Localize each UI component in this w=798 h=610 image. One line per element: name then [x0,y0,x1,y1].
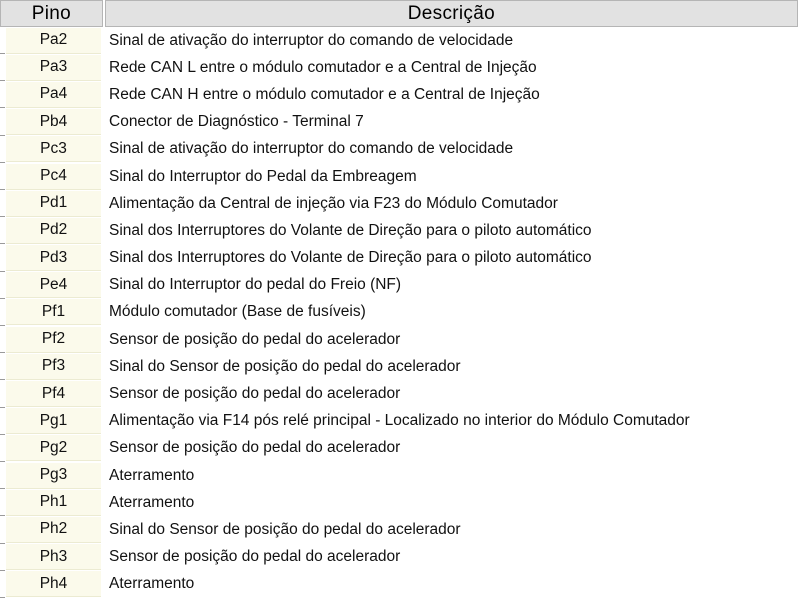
row-divider-tick [0,298,5,299]
table-row[interactable] [0,353,798,380]
table-body [0,27,798,598]
column-header-pino[interactable]: Pino [0,0,103,27]
table-row[interactable] [0,245,798,272]
pin-cell: Pf4 [6,381,101,407]
pin-cell: Pg1 [6,408,101,434]
pin-cell: Ph4 [6,571,101,597]
description-cell: Rede CAN L entre o módulo comutador e a Central de Injeção [109,58,537,76]
pin-cell: Ph3 [6,544,101,570]
pin-cell: Ph1 [6,490,101,516]
pin-cell: Pc3 [6,136,101,162]
row-divider-tick [0,216,5,217]
row-divider-tick [0,107,5,108]
column-header-descricao[interactable]: Descrição [105,0,798,27]
description-cell: Sinal dos Interruptores do Volante de Direção para o piloto automático [109,221,592,239]
row-divider-tick [0,434,5,435]
pin-cell: Pc4 [6,164,101,190]
row-divider-tick [0,162,5,163]
pin-cell: Pd1 [6,191,101,217]
row-divider-tick [0,515,5,516]
row-divider-tick [0,543,5,544]
pin-cell: Ph2 [6,517,101,543]
description-cell: Sinal de ativação do interruptor do comando de velocidade [109,140,514,158]
row-divider-tick [0,53,5,54]
row-divider-tick [0,407,5,408]
table-row[interactable] [0,380,798,407]
pin-cell: Pa4 [6,82,101,108]
description-cell: Alimentação da Central de injeção via F23 do Módulo Comutador [109,194,558,212]
table-row[interactable] [0,109,798,136]
table-row[interactable] [0,408,798,435]
row-divider-tick [0,243,5,244]
row-divider-tick [0,271,5,272]
pin-cell: Pd2 [6,218,101,244]
description-cell: Sinal de ativação do interruptor do comando de velocidade [109,31,514,49]
table-row[interactable] [0,435,798,462]
description-cell: Conector de Diagnóstico - Terminal 7 [109,113,364,131]
row-divider-tick [0,379,5,380]
description-cell: Sensor de posição do pedal do acelerador [109,439,401,457]
row-divider-tick [0,135,5,136]
pin-cell: Pd3 [6,245,101,271]
table-row[interactable] [0,54,798,81]
table-row[interactable] [0,217,798,244]
description-cell: Aterramento [109,575,195,593]
pin-cell: Pf2 [6,327,101,353]
pin-cell: Pe4 [6,272,101,298]
table-row[interactable] [0,272,798,299]
description-cell: Sinal do Sensor de posição do pedal do acelerador [109,357,461,375]
description-cell: Sinal do Interruptor do Pedal da Embreagem [109,167,417,185]
row-divider-tick [0,461,5,462]
table-row[interactable] [0,81,798,108]
table-row[interactable] [0,299,798,326]
row-divider-tick [0,597,5,598]
pin-cell: Pf1 [6,299,101,325]
table-row[interactable] [0,571,798,598]
table-header [0,0,798,27]
description-cell: Sensor de posição do pedal do acelerador [109,385,401,403]
pin-cell: Pg3 [6,463,101,489]
row-divider-tick [0,80,5,81]
row-divider-tick [0,352,5,353]
pin-cell: Pg2 [6,435,101,461]
description-cell: Sensor de posição do pedal do acelerador [109,548,401,566]
description-cell: Sinal do Sensor de posição do pedal do acelerador [109,520,461,538]
table-row[interactable] [0,462,798,489]
table-row[interactable] [0,27,798,54]
description-cell: Alimentação via F14 pós relé principal - Localizado no interior do Módulo Comutador [109,412,690,430]
description-cell: Sinal dos Interruptores do Volante de Direção para o piloto automático [109,249,592,267]
description-cell: Sinal do Interruptor do pedal do Freio (NF) [109,276,402,294]
row-divider-tick [0,488,5,489]
table-row[interactable] [0,544,798,571]
row-divider-tick [0,325,5,326]
table-row[interactable] [0,163,798,190]
description-cell: Aterramento [109,466,195,484]
description-cell: Rede CAN H entre o módulo comutador e a Central de Injeção [109,85,540,103]
pin-cell: Pa2 [6,28,101,54]
description-cell: Aterramento [109,493,195,511]
row-divider-tick [0,570,5,571]
table-row[interactable] [0,136,798,163]
pin-cell: Pf3 [6,354,101,380]
description-cell: Sensor de posição do pedal do acelerador [109,330,401,348]
table-row[interactable] [0,190,798,217]
row-divider-tick [0,189,5,190]
description-cell: Módulo comutador (Base de fusíveis) [109,303,366,321]
pin-cell: Pa3 [6,55,101,81]
pin-cell: Pb4 [6,109,101,135]
table-row[interactable] [0,489,798,516]
table-row[interactable] [0,516,798,543]
table-row[interactable] [0,326,798,353]
